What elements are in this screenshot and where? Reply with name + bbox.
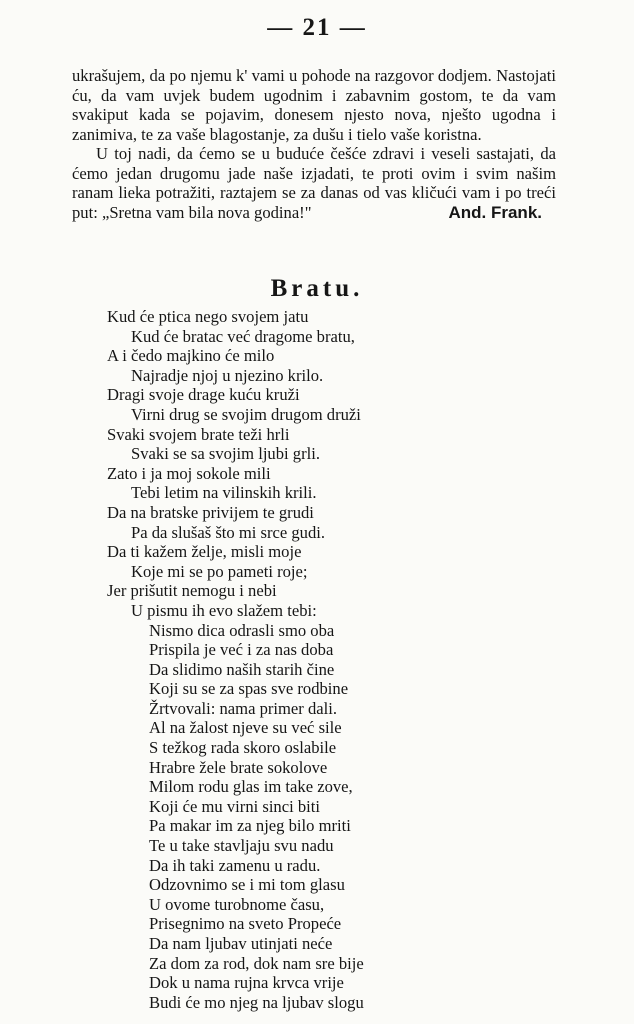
poem-line: U pismu ih evo slažem tebi:: [131, 600, 317, 620]
poem-line: Jer prišutit nemogu i nebi: [107, 581, 277, 601]
author-signature: And. Frank.: [448, 202, 542, 222]
poem-line: Te u take stavljaju svu nadu: [149, 836, 334, 856]
poem-line: Da ti kažem želje, misli moje: [107, 542, 302, 562]
poem-line: S težkog rada skoro oslabile: [149, 738, 337, 758]
poem-line: Da ih taki zamenu u radu.: [149, 855, 321, 875]
poem-line: Milom rodu glas im take zove,: [149, 777, 353, 797]
poem-line: Svaki se sa svojim ljubi grli.: [131, 444, 320, 464]
poem-line: Kud će bratac već dragome bratu,: [131, 326, 355, 346]
poem-line: Koje mi se po pameti roje;: [131, 561, 308, 581]
poem-line: Koji su se za spas sve rodbine: [149, 679, 349, 699]
poem-line: Svaki svojem brate teži hrli: [107, 424, 290, 444]
poem-line: Koji će mu virni sinci biti: [149, 796, 320, 816]
poem-line: Budi će mo njeg na ljubav slogu: [149, 992, 364, 1012]
prose-block: [72, 66, 556, 222]
poem-line: Najradje njoj u njezino krilo.: [131, 365, 324, 385]
poem-line: Za dom za rod, dok nam sre bije: [149, 953, 364, 973]
prose-paragraph-1: ukrašujem, da po njemu k' vami u pohode na razgovor dodjem. Nastojati ću, da vam uvjek budem ugodnim i zabavnim gostom, te da vam svakiput kada se pojavim, donesem njesto nova, nješto ugodna i zanimiva, te za vaše blagostanje, za dušu i tielo vaše koristna.: [72, 66, 556, 144]
poem-line: Al na žalost njeve su već sile: [149, 718, 342, 738]
poem-line: A i čedo majkino će milo: [107, 346, 275, 366]
poem-line: Odzovnimo se i mi tom glasu: [149, 875, 345, 895]
poem-line: Kud će ptica nego svojem jatu: [107, 307, 309, 326]
poem-line: U ovome turobnome času,: [149, 894, 325, 914]
poem-line: Pa da slušaš što mi srce gudi.: [131, 522, 326, 542]
poem-title: Bratu.: [270, 275, 364, 302]
poem-line: Prisegnimo na sveto Propeće: [149, 914, 342, 934]
poem-body: [107, 307, 537, 1012]
poem-line: Virni drug se svojim drugom druži: [131, 404, 361, 424]
poem-line: Zato i ja moj sokole mili: [107, 463, 271, 483]
poem-line: Pa makar im za njeg bilo mriti: [149, 816, 351, 836]
poem-line: Žrtvovali: nama primer dali.: [149, 698, 338, 718]
poem-line: Da na bratske privijem te grudi: [107, 502, 314, 522]
prose-paragraph-2-text: U toj nadi, da ćemo se u buduće češće zdravi i veseli sastajati, da ćemo jedan drugomu jade naše izjadati, te proti ovim i svim našim ranam lieka potražiti, raztajem se za danas od vas kličući vam i po treći put: „Sretna vam bila nova godina!": [72, 144, 556, 222]
poem-line: Dragi svoje drage kuću kruži: [107, 385, 300, 405]
poem-line: Da nam ljubav utinjati neće: [149, 934, 333, 953]
poem-line: Da slidimo naših starih čine: [149, 659, 335, 679]
poem-line: Tebi letim na vilinskih krili.: [131, 483, 317, 503]
poem-line: Dok u nama rujna krvca vrije: [149, 973, 344, 993]
prose-paragraph-2: [72, 144, 556, 222]
poem-line: Nismo dica odrasli smo oba: [149, 620, 335, 640]
poem-line: Prispila je već i za nas doba: [149, 640, 334, 660]
poem-line: Hrabre žele brate sokolove: [149, 757, 328, 777]
page-number: — 21 —: [267, 14, 367, 41]
